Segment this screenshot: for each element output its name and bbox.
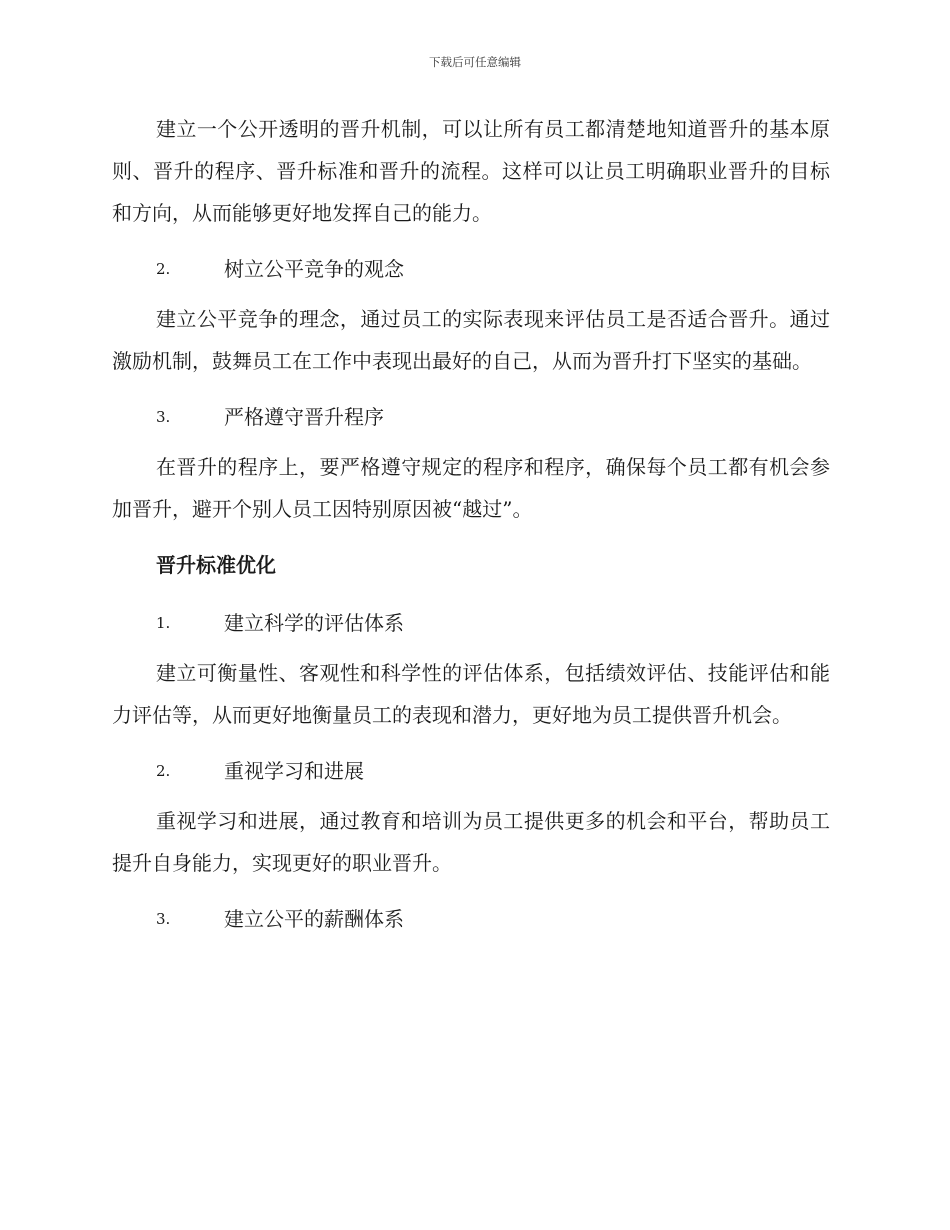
page-header-note: 下载后可任意编辑	[429, 55, 521, 69]
list-number: 2.	[156, 260, 171, 278]
list-item-label: 严格遵守晋升程序	[224, 405, 384, 429]
list-item-label: 树立公平竞争的观念	[224, 257, 404, 281]
paragraph-fair-competition: 建立公平竞争的理念，通过员工的实际表现来评估员工是否适合晋升。通过激励机制，鼓舞员工在工作中表现出最好的自己，从而为晋升打下坚实的基础。	[112, 307, 830, 373]
list-item-follow-procedure	[112, 388, 830, 446]
list-item-evaluation-system	[112, 594, 830, 652]
list-item-label: 重视学习和进展	[224, 759, 364, 783]
paragraph-learning: 重视学习和进展，通过教育和培训为员工提供更多的机会和平台，帮助员工提升自身能力，实现更好的职业晋升。	[112, 809, 830, 875]
list-item-learning	[112, 742, 830, 800]
document-body	[112, 108, 830, 948]
list-number: 3.	[156, 408, 171, 426]
list-item-salary-system	[112, 890, 830, 948]
paragraph-evaluation-system: 建立可衡量性、客观性和科学性的评估体系，包括绩效评估、技能评估和能力评估等，从而更好地衡量员工的表现和潜力，更好地为员工提供晋升机会。	[112, 661, 830, 727]
paragraph-follow-procedure: 在晋升的程序上，要严格遵守规定的程序和程序，确保每个员工都有机会参加晋升，避开个别人员工因特别原因被“越过”。	[112, 455, 830, 521]
list-number: 1.	[156, 614, 171, 632]
list-item-fair-competition	[112, 240, 830, 298]
paragraph-transparent-mechanism: 建立一个公开透明的晋升机制，可以让所有员工都清楚地知道晋升的基本原则、晋升的程序、晋升标准和晋升的流程。这样可以让员工明确职业晋升的目标和方向，从而能够更好地发挥自己的能力。	[112, 117, 830, 225]
list-number: 3.	[156, 910, 171, 928]
list-item-label: 建立公平的薪酬体系	[224, 907, 404, 931]
list-number: 2.	[156, 762, 171, 780]
section-heading: 晋升标准优化	[156, 553, 276, 577]
list-item-label: 建立科学的评估体系	[224, 611, 404, 635]
